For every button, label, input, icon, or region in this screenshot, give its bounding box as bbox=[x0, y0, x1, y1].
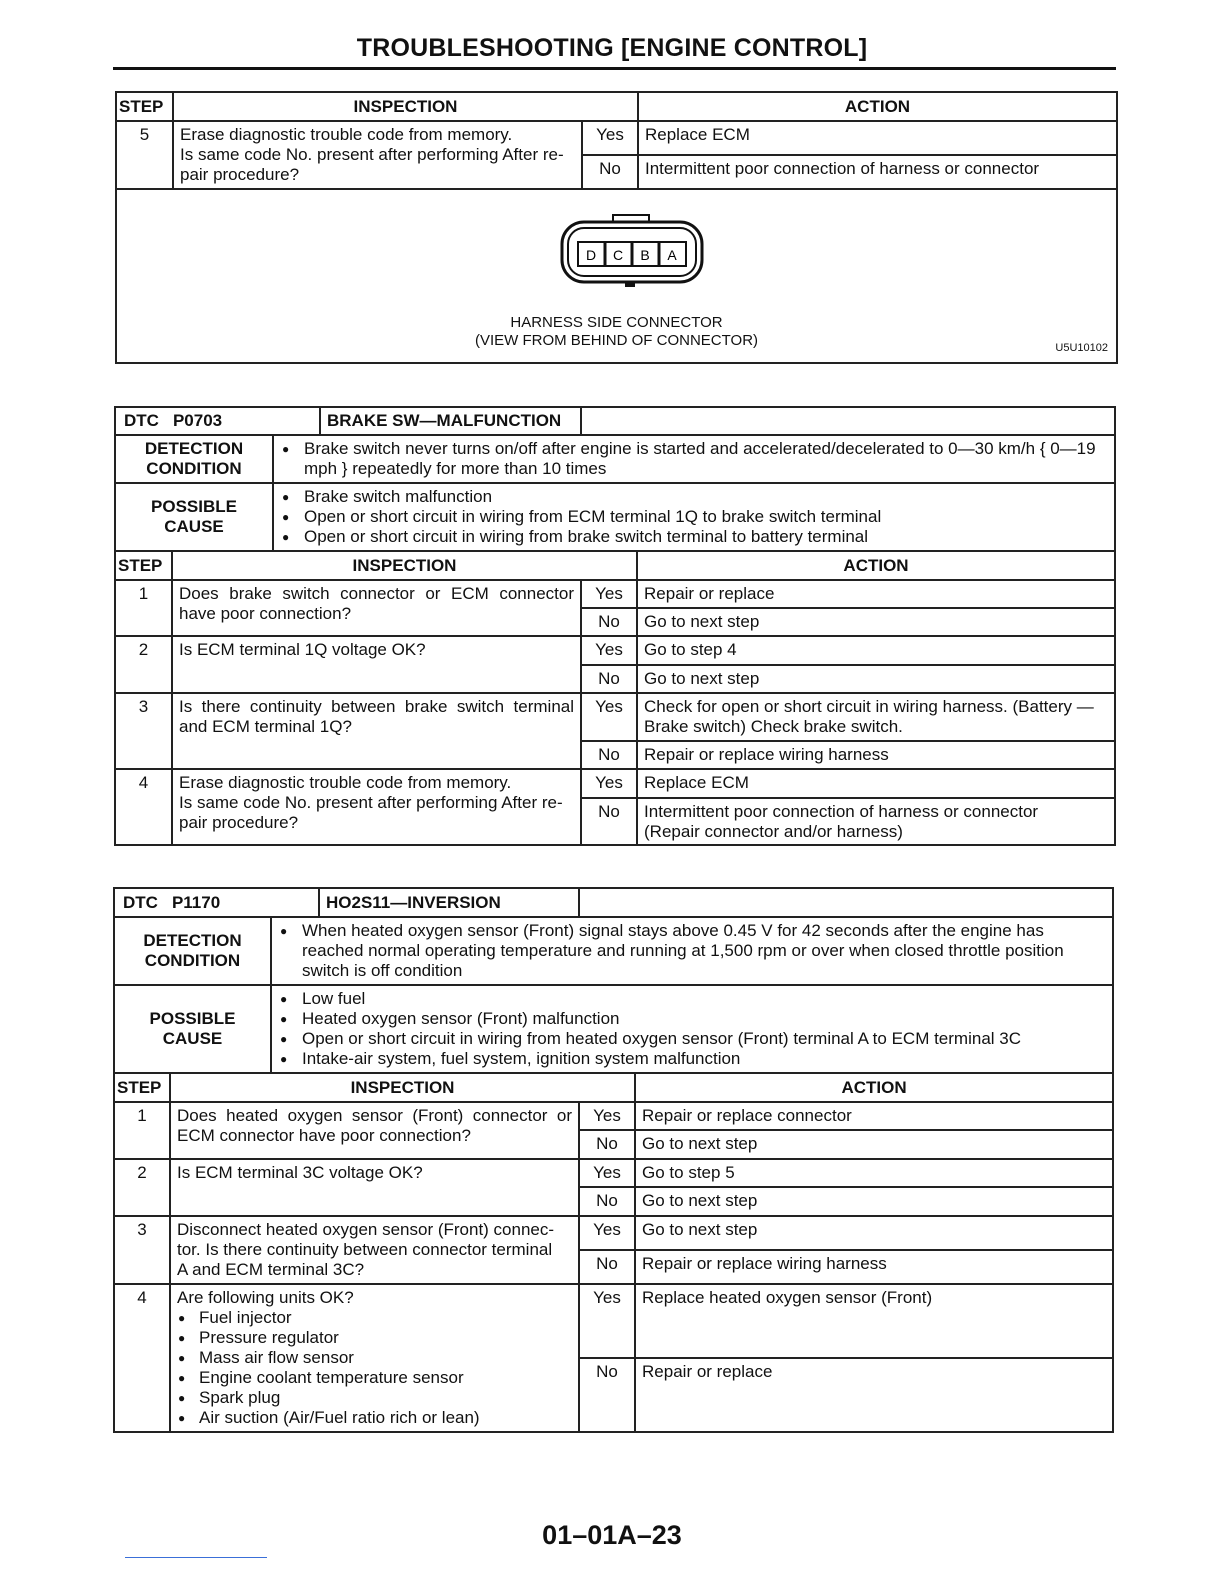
dtc-id-cell bbox=[114, 888, 579, 917]
detection-label-line1: DETECTION bbox=[143, 931, 242, 950]
no-action: Go to next step bbox=[637, 608, 1115, 636]
no-action: Intermittent poor connection of harness or connector (Repair connector and/or harness) bbox=[637, 798, 1115, 845]
no-label: No bbox=[582, 155, 638, 189]
yes-label: Yes bbox=[581, 636, 637, 665]
cause-item: ● Low fuel bbox=[278, 989, 1106, 1009]
step-header: STEP bbox=[115, 551, 172, 580]
inspection-text: Disconnect heated oxygen sensor (Front) connec- tor. Is there continuity between connector terminal A and ECM terminal 3C? bbox=[170, 1216, 579, 1284]
inspection-header: INSPECTION bbox=[170, 1073, 635, 1102]
no-label: No bbox=[581, 741, 637, 769]
detection-row bbox=[114, 917, 1113, 985]
inspection-question: Are following units OK? bbox=[177, 1288, 354, 1307]
no-action: Repair or replace wiring harness bbox=[635, 1250, 1113, 1284]
no-label: No bbox=[581, 798, 637, 845]
detection-row bbox=[115, 435, 1115, 483]
step-number: 1 bbox=[114, 1102, 170, 1159]
yes-label: Yes bbox=[581, 580, 637, 608]
figure-caption-line2: (VIEW FROM BEHIND OF CONNECTOR) bbox=[474, 332, 759, 349]
dtc-header-filler bbox=[579, 888, 1113, 917]
pin-label-d: D bbox=[585, 247, 597, 263]
detection-item: ● When heated oxygen sensor (Front) signal stays above 0.45 V for 42 seconds after the engine has reached normal operating temperature and running at 1,500 rpm or over when closed throttle position switch is off condition bbox=[278, 921, 1106, 981]
yes-label: Yes bbox=[581, 769, 637, 798]
yes-label: Yes bbox=[581, 693, 637, 741]
no-action: Repair or replace wiring harness bbox=[637, 741, 1115, 769]
yes-label: Yes bbox=[582, 121, 638, 155]
step-number: 4 bbox=[115, 769, 172, 845]
dtc-p1170-table bbox=[113, 887, 1114, 1433]
inspection-header: INSPECTION bbox=[173, 92, 638, 121]
action-header: ACTION bbox=[638, 92, 1117, 121]
detection-text bbox=[273, 435, 1115, 483]
inspection-text: Erase diagnostic trouble code from memory. Is same code No. present after performing After re- pair procedure? bbox=[172, 769, 581, 845]
unit-item: ● Pressure regulator bbox=[177, 1328, 572, 1348]
inspection-text: Erase diagnostic trouble code from memory. Is same code No. present after performing After re- pair procedure? bbox=[173, 121, 582, 189]
inspection-text: Does heated oxygen sensor (Front) connector or ECM connector have poor connection? bbox=[170, 1102, 579, 1159]
unit-item: ● Engine coolant temperature sensor bbox=[177, 1368, 572, 1388]
yes-label: Yes bbox=[579, 1159, 635, 1187]
dtc-title: HO2S11—INVERSION bbox=[326, 892, 501, 912]
table-row bbox=[115, 636, 1115, 665]
inspection-header: INSPECTION bbox=[172, 551, 637, 580]
table-header-row bbox=[116, 92, 1117, 121]
top-step-table bbox=[115, 91, 1118, 364]
yes-action: Repair or replace connector bbox=[635, 1102, 1113, 1130]
cause-item: ● Brake switch malfunction bbox=[280, 487, 1108, 507]
unit-item: ● Air suction (Air/Fuel ratio rich or lean) bbox=[177, 1408, 572, 1428]
cause-row bbox=[114, 985, 1113, 1073]
page-number: 01–01A–23 bbox=[542, 1520, 682, 1550]
step-number: 3 bbox=[115, 693, 172, 769]
detection-label bbox=[114, 917, 271, 985]
footer-link-underline bbox=[125, 1557, 267, 1558]
table-row bbox=[114, 1102, 1113, 1130]
cause-item: ● Open or short circuit in wiring from heated oxygen sensor (Front) terminal A to ECM terminal 3C bbox=[278, 1029, 1106, 1049]
table-row bbox=[115, 693, 1115, 741]
no-label: No bbox=[581, 665, 637, 693]
yes-action: Replace ECM bbox=[638, 121, 1117, 155]
yes-action: Check for open or short circuit in wiring harness. (Battery — Brake switch) Check brake switch. bbox=[637, 693, 1115, 741]
no-label: No bbox=[579, 1130, 635, 1159]
dtc-header-row bbox=[115, 407, 1115, 435]
unit-item: ● Spark plug bbox=[177, 1388, 572, 1408]
table-header-row bbox=[114, 1073, 1113, 1102]
yes-action: Replace heated oxygen sensor (Front) bbox=[635, 1284, 1113, 1358]
inspection-text: Is ECM terminal 3C voltage OK? bbox=[170, 1159, 579, 1216]
inspection-text: Does brake switch connector or ECM connector have poor connection? bbox=[172, 580, 581, 636]
cause-item: ● Open or short circuit in wiring from brake switch terminal to battery terminal bbox=[280, 527, 1108, 547]
no-action: Intermittent poor connection of harness or connector bbox=[638, 155, 1117, 189]
dtc-header-row bbox=[114, 888, 1113, 917]
inspection-text: Is there continuity between brake switch terminal and ECM terminal 1Q? bbox=[172, 693, 581, 769]
dtc-code: P0703 bbox=[172, 411, 223, 430]
cause-label-line1: POSSIBLE bbox=[149, 1009, 236, 1028]
cause-label-line2: CAUSE bbox=[162, 1029, 223, 1048]
pin-label-c: C bbox=[612, 247, 624, 263]
no-label: No bbox=[579, 1358, 635, 1432]
yes-action: Go to step 5 bbox=[635, 1159, 1113, 1187]
dtc-id-cell bbox=[115, 407, 581, 435]
figure-code: U5U10102 bbox=[1055, 342, 1108, 354]
action-header: ACTION bbox=[635, 1073, 1113, 1102]
no-action: Go to next step bbox=[637, 665, 1115, 693]
detection-label-line1: DETECTION bbox=[144, 439, 244, 458]
dtc-label: DTC bbox=[124, 411, 159, 430]
dtc-p0703-table bbox=[114, 406, 1116, 846]
yes-label: Yes bbox=[579, 1216, 635, 1250]
cause-label bbox=[115, 483, 273, 551]
step-number: 4 bbox=[114, 1284, 170, 1432]
yes-label: Yes bbox=[579, 1284, 635, 1358]
step-header: STEP bbox=[116, 92, 173, 121]
dtc-code: P1170 bbox=[171, 893, 221, 912]
cause-item: ● Heated oxygen sensor (Front) malfunction bbox=[278, 1009, 1106, 1029]
detection-label bbox=[115, 435, 273, 483]
step-number: 5 bbox=[116, 121, 173, 189]
cause-label-line2: CAUSE bbox=[164, 517, 224, 536]
title-rule bbox=[113, 67, 1116, 70]
detection-label-line2: CONDITION bbox=[144, 951, 241, 970]
dtc-header-filler bbox=[581, 407, 1115, 435]
table-row bbox=[114, 1159, 1113, 1187]
connector-bottom-key bbox=[625, 282, 635, 287]
detection-text bbox=[271, 917, 1113, 985]
unit-item: ● Mass air flow sensor bbox=[177, 1348, 572, 1368]
table-row bbox=[115, 580, 1115, 608]
yes-action: Replace ECM bbox=[637, 769, 1115, 798]
inspection-text bbox=[170, 1284, 579, 1432]
page-title: TROUBLESHOOTING [ENGINE CONTROL] bbox=[356, 34, 868, 62]
connector-figure bbox=[116, 189, 1117, 363]
table-row bbox=[116, 121, 1117, 155]
step-number: 3 bbox=[114, 1216, 170, 1284]
figure-caption-line1: HARNESS SIDE CONNECTOR bbox=[510, 314, 723, 331]
no-action: Go to next step bbox=[635, 1130, 1113, 1159]
table-header-row bbox=[115, 551, 1115, 580]
step-number: 2 bbox=[114, 1159, 170, 1216]
yes-action: Repair or replace bbox=[637, 580, 1115, 608]
table-row bbox=[115, 769, 1115, 798]
pin-label-a: A bbox=[667, 247, 677, 263]
pin-label-b: B bbox=[640, 247, 650, 263]
step-number: 1 bbox=[115, 580, 172, 636]
no-label: No bbox=[581, 608, 637, 636]
unit-item: ● Fuel injector bbox=[177, 1308, 572, 1328]
no-action: Repair or replace bbox=[635, 1358, 1113, 1432]
detection-label-line2: CONDITION bbox=[146, 459, 242, 478]
table-row bbox=[114, 1284, 1113, 1358]
harness-connector-diagram bbox=[557, 212, 707, 296]
action-header: ACTION bbox=[637, 551, 1115, 580]
cause-item: ● Intake-air system, fuel system, ignition system malfunction bbox=[278, 1049, 1106, 1069]
figure-row bbox=[116, 189, 1117, 363]
no-label: No bbox=[579, 1250, 635, 1284]
yes-action: Go to next step bbox=[635, 1216, 1113, 1250]
yes-action: Go to step 4 bbox=[637, 636, 1115, 665]
dtc-title: BRAKE SW—MALFUNCTION bbox=[327, 411, 562, 430]
yes-label: Yes bbox=[579, 1102, 635, 1130]
cause-list bbox=[273, 483, 1115, 551]
step-header: STEP bbox=[114, 1073, 170, 1102]
cause-list bbox=[271, 985, 1113, 1073]
table-row bbox=[114, 1216, 1113, 1250]
cause-row bbox=[115, 483, 1115, 551]
dtc-label: DTC bbox=[123, 893, 158, 912]
cause-label-line1: POSSIBLE bbox=[151, 497, 237, 516]
no-action: Go to next step bbox=[635, 1187, 1113, 1216]
step-number: 2 bbox=[115, 636, 172, 693]
cause-label bbox=[114, 985, 271, 1073]
inspection-text: Is ECM terminal 1Q voltage OK? bbox=[172, 636, 581, 693]
cause-item: ● Open or short circuit in wiring from ECM terminal 1Q to brake switch terminal bbox=[280, 507, 1108, 527]
detection-item: ● Brake switch never turns on/off after engine is started and accelerated/decelerated to 0—30 km/h { 0—19 mph } repeatedly for more than 10 times bbox=[280, 439, 1108, 479]
no-label: No bbox=[579, 1187, 635, 1216]
